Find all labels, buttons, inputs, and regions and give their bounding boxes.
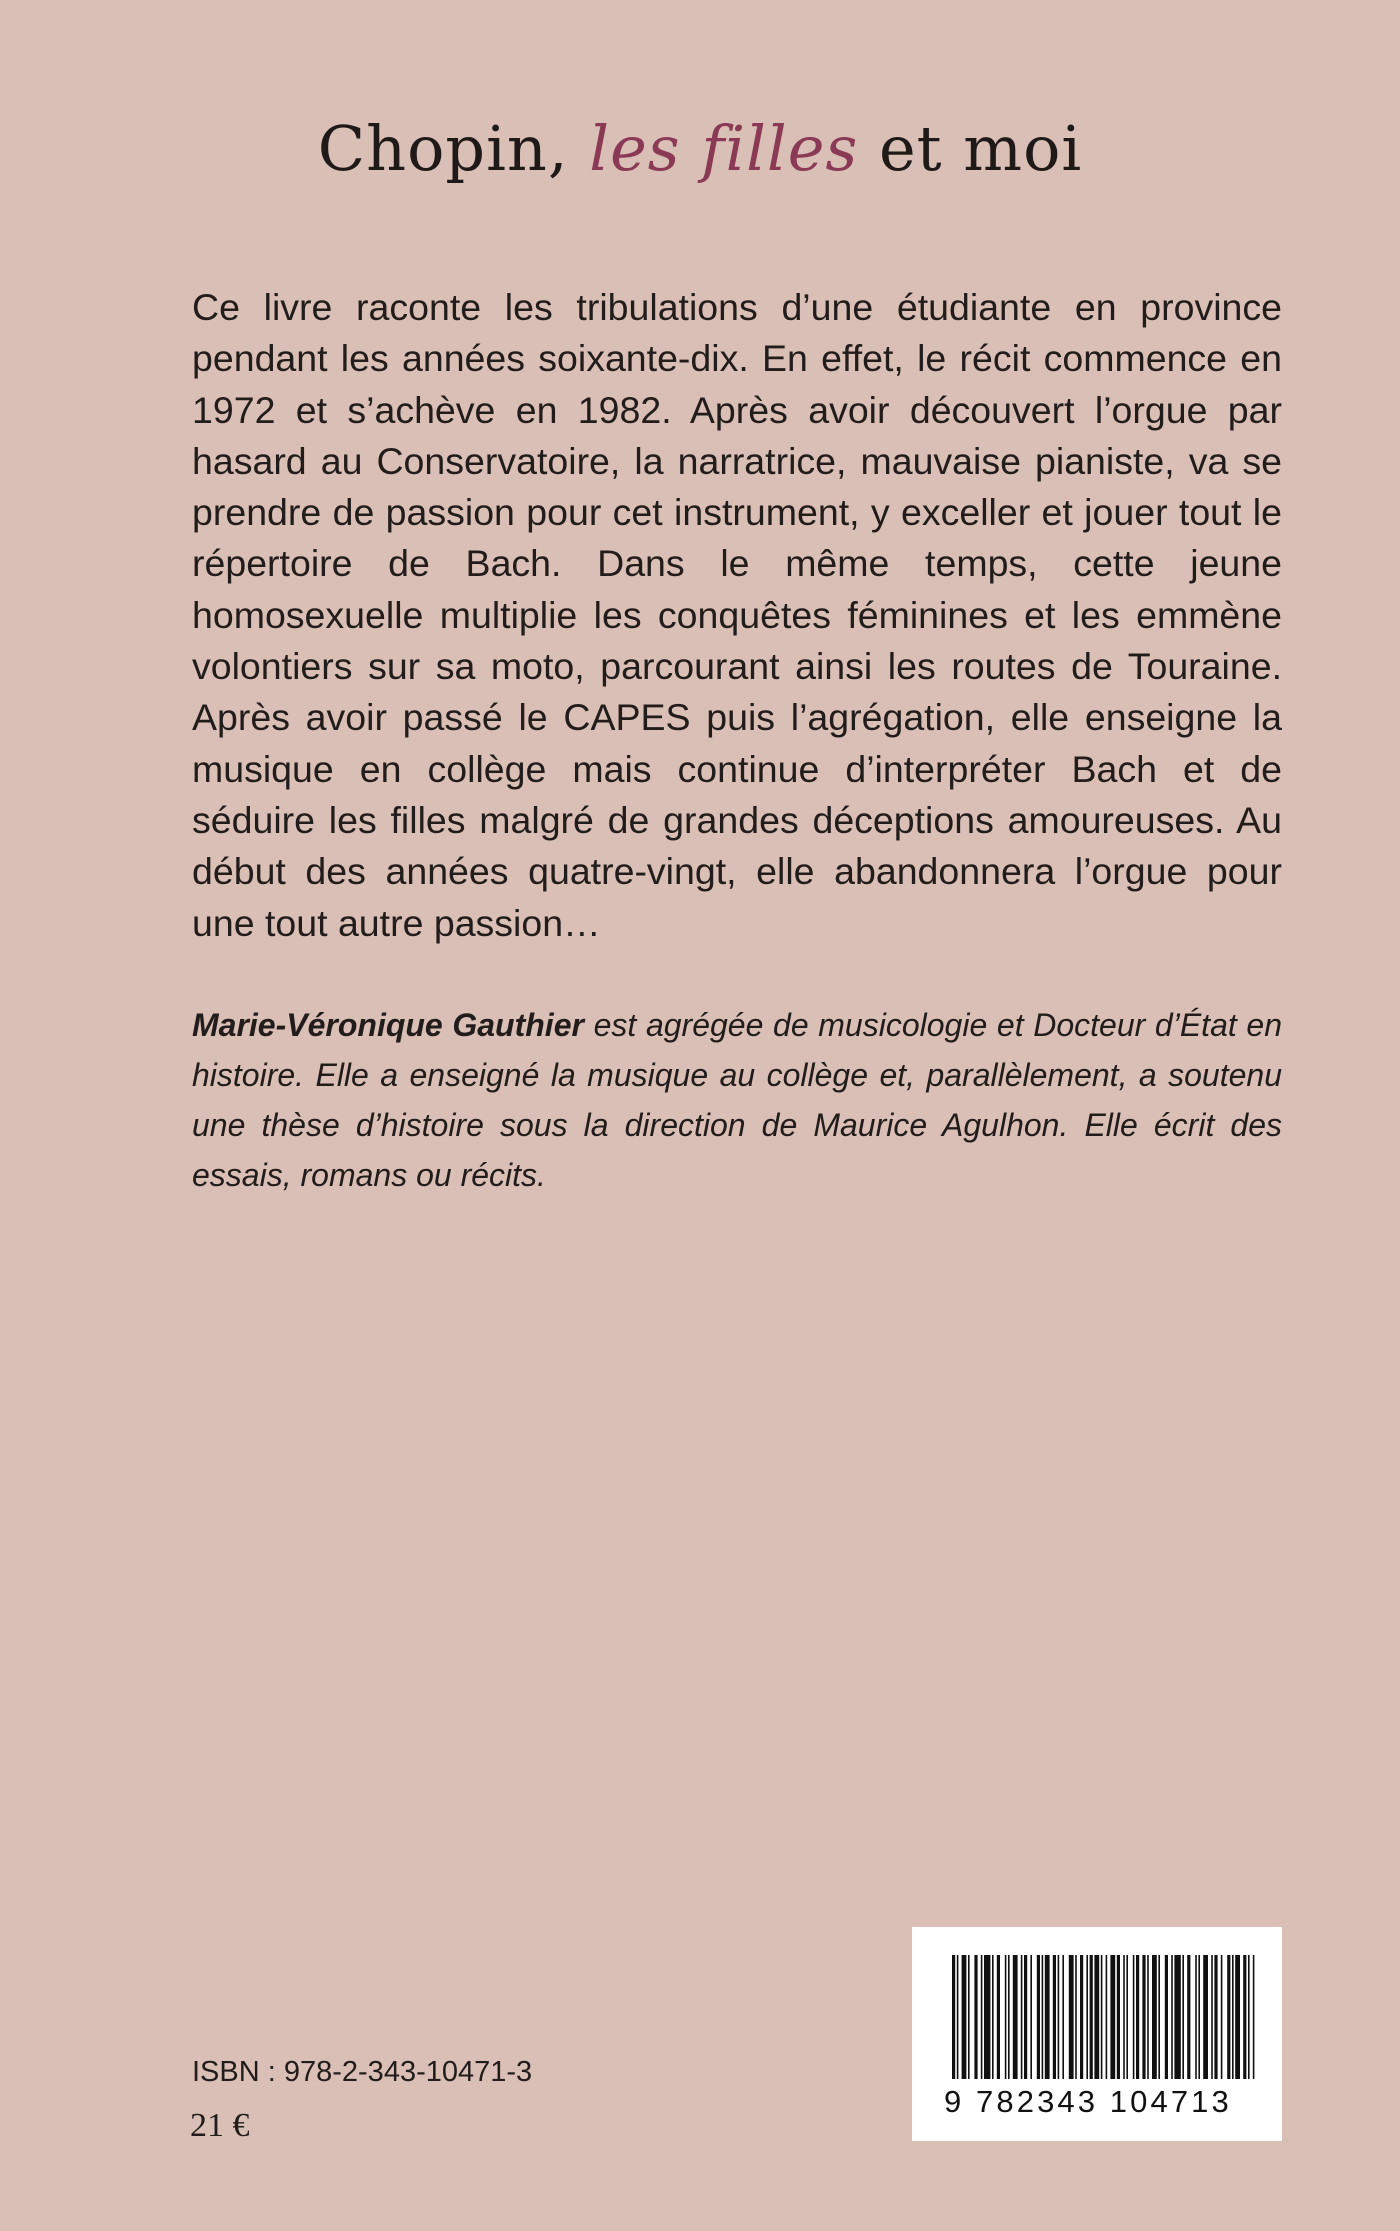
barcode-bar [1024,1955,1027,2079]
barcode-bar [1005,1955,1007,2079]
barcode-bar [1136,1955,1139,2079]
barcode-bar [1042,1955,1044,2079]
barcode-bar [1013,1955,1018,2079]
barcode-bar [1123,1955,1125,2079]
barcode-bar [1195,1955,1197,2079]
barcode-bar [1248,1955,1250,2079]
barcode-bar [1152,1955,1157,2079]
barcode-bar [1058,1955,1060,2079]
barcode-bar [1171,1955,1173,2079]
barcode-bar [1075,1955,1077,2079]
title-part-et-moi: et moi [858,112,1083,185]
barcode-bar [1062,1955,1064,2079]
barcode-bar [1198,1955,1200,2079]
barcode-bar [1253,1955,1255,2079]
barcode-bar [1147,1955,1149,2079]
book-blurb: Ce livre raconte les tribulations d’une étudiante en province pendant les années soixante-dix. En effet, le récit commence en 1972 et s’achève en 1982. Après avoir découvert l’orgue par hasard au Conservatoire, la narratrice, mauvaise pianiste, va se prendre de passion pour cet instrument, y exceller et jouer tout le répertoire de Bach. Dans le même temps, cette jeune homosexuelle multiplie les conquêtes féminines et les emmène volontiers sur sa moto, parcourant ainsi les routes de Touraine. Après avoir passé le CAPES puis l’agrégation, elle enseigne la musique en collège mais continue d’interpréter Bach et de séduire les filles malgré de grandes déceptions amoureuses. Au début des années quatre-vingt, elle abandonnera l’orgue pour une tout autre passion… [192,286,1282,944]
barcode-bar [1211,1955,1213,2079]
barcode-bar [1221,1955,1223,2079]
barcode-bar [952,1955,955,2079]
barcode-bar [1203,1955,1208,2079]
barcode-bar [1243,1955,1246,2079]
isbn-label: ISBN : 978-2-343-10471-3 [192,2056,533,2088]
barcode-bar [974,1955,977,2079]
barcode-bar [1008,1955,1010,2079]
barcode-bar [962,1955,967,2079]
barcode-bar [1110,1955,1115,2079]
barcode-bar [1126,1955,1128,2079]
book-title [0,112,1400,185]
barcode-bar [1227,1955,1230,2079]
barcode-bar [1182,1955,1184,2079]
title-part-les-filles: les filles [589,112,859,185]
author-bio [192,1000,1282,1200]
barcode [912,1927,1282,2141]
barcode-bar [1117,1955,1120,2079]
barcode-bar [957,1955,959,2079]
barcode-bar [1133,1955,1135,2079]
author-name: Marie-Véronique Gauthier [192,1007,584,1043]
barcode-bar [992,1955,994,2079]
barcode-bar [1094,1955,1099,2079]
barcode-bar [997,1955,1000,2079]
barcode-bar [1101,1955,1103,2079]
title-part-chopin: Chopin, [317,112,590,185]
barcode-bar [1174,1955,1180,2079]
barcode-bar [1158,1955,1160,2079]
author-bio-text: est agrégée de musicologie et Docteur d’État en histoire. Elle a enseigné la musique au collège et, parallèlement, a soutenu une thèse d’histoire sous la direction de Maurice Agulhon. Elle écrit des essais, romans ou récits. [192,1007,1283,1193]
barcode-bar [1106,1955,1108,2079]
barcode-bar [1069,1955,1074,2079]
barcode-bar [1037,1955,1040,2079]
barcode-bar [1021,1955,1023,2079]
barcode-bar [1053,1955,1056,2079]
barcode-bar [1080,1955,1083,2079]
barcode-bar [1214,1955,1217,2079]
barcode-bar [1086,1955,1088,2079]
price-label: 21 € [190,2107,250,2144]
barcode-bar [1030,1955,1032,2079]
barcode-bar [1165,1955,1168,2079]
barcode-bar [1232,1955,1234,2079]
barcode-bar [1235,1955,1240,2079]
barcode-bar [981,1955,983,2079]
barcode-bar [1142,1955,1145,2079]
barcode-digits: 9 782343 104713 [944,2084,1232,2119]
barcode-bar [1045,1955,1050,2079]
barcode-bar [1090,1955,1093,2079]
barcode-bar [1187,1955,1190,2079]
barcode-bar [968,1955,970,2079]
barcode-bar [984,1955,990,2079]
